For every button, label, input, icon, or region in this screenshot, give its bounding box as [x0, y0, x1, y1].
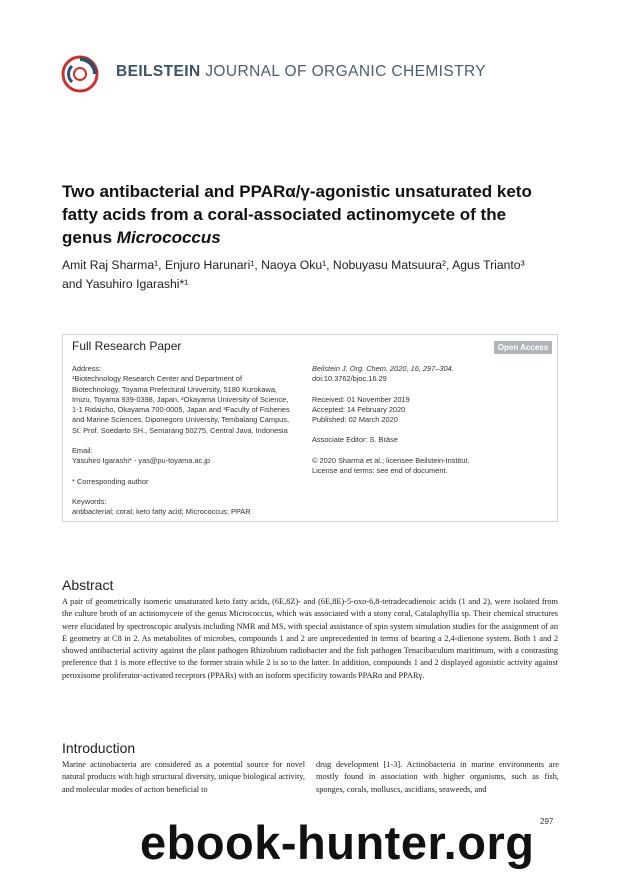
- info-left-column: [72, 364, 292, 518]
- copyright: © 2020 Sharma et al.; licensee Beilstein-Institut.: [312, 455, 470, 465]
- info-right-column: [312, 364, 544, 476]
- keywords-text: antibacterial; coral; keto fatty acid; Micrococcus; PPAR: [72, 507, 251, 517]
- article-title: [62, 180, 562, 249]
- corresponding-author-note: * Corresponding author: [72, 476, 149, 486]
- beilstein-logo-icon: [60, 54, 100, 94]
- title-line-2: fatty acids from a coral-associated actinomycete of the: [62, 205, 507, 224]
- doi[interactable]: doi:10.3762/bjoc.16.29: [312, 374, 387, 384]
- introduction-heading: Introduction: [62, 740, 136, 756]
- journal-name: [116, 63, 486, 81]
- title-genus-prefix: genus: [62, 228, 117, 247]
- address-text: ¹Biotechnology Research Center and Department of Biotechnology, Toyama Prefectural University, 5180 Kurokawa, Imizu, Toyama 939-0398, Japan, ²Okayama University of Science, 1-1 Ridaicho, Okayama 700-0005, Japan and ³Faculty of Fisheries and Marine Sciences, Diponegoro University, Tembalang Campus, St. Prof. Soedarto SH., Semarang 50275, Central Java, Indonesia: [72, 374, 290, 435]
- address-label: Address:: [72, 364, 102, 373]
- introduction-right-column: drug development [1-3]. Actinobacteria in marine environments are mostly found in association with higher organisms, such as fish, sponges, corals, molluscs, ascidians, seaweeds, and: [316, 760, 559, 794]
- accepted-date: Accepted: 14 February 2020: [312, 404, 406, 414]
- journal-name-bold: BEILSTEIN: [116, 63, 201, 80]
- title-line-3: [62, 226, 562, 249]
- abstract-heading: Abstract: [62, 577, 114, 593]
- email-label: Email:: [72, 446, 93, 456]
- authors-line-1: Amit Raj Sharma¹, Enjuro Harunari¹, Naoya Oku¹, Nobuyasu Matsuura², Agus Trianto³: [62, 258, 525, 272]
- associate-editor: Associate Editor: S. Bräse: [312, 435, 398, 445]
- license-link[interactable]: License and terms: see end of document.: [312, 466, 448, 476]
- published-date: Published: 02 March 2020: [312, 415, 398, 425]
- introduction-left-column: Marine actinobacteria are considered as a potential source for novel natural products with high structural diversity, unique biological activity, and molecular modes of action beneficial to: [62, 760, 305, 794]
- received-date: Received: 01 November 2019: [312, 394, 410, 404]
- keywords-label: Keywords:: [72, 496, 107, 506]
- journal-name-rest: JOURNAL OF ORGANIC CHEMISTRY: [205, 63, 487, 80]
- title-line-1: Two antibacterial and PPARα/γ-agonistic unsaturated keto: [62, 182, 532, 201]
- article-type-heading: Full Research Paper: [72, 339, 182, 353]
- author-list: [62, 256, 562, 294]
- watermark: ebook-hunter.org: [140, 816, 535, 869]
- page-number: 297: [540, 817, 554, 826]
- authors-line-2: and Yasuhiro Igarashi*¹: [62, 277, 189, 291]
- email-text[interactable]: Yasuhiro Igarashi* - yas@pu-toyama.ac.jp: [72, 456, 210, 466]
- citation: Beilstein J. Org. Chem. 2020, 16, 297–304.: [312, 364, 454, 373]
- open-access-badge: Open Access: [494, 341, 552, 354]
- abstract-text: A pair of geometrically isomeric unsaturated keto fatty acids, (6E,8Z)- and (6E,8E)-5-oxo-6,8-tetradecadienoic acids (1 and 2), were isolated from the culture broth of an actinomycete of the genus Micrococcus, which was associated with a stony coral, Catalaphyllia sp. Their chemical structures were elucidated by spectroscopic analysis including NMR and MS, with special assistance of spin system simulation studies for the assignment of an E geometry at C8 in 2. As metabolites of microbes, compounds 1 and 2 are unprecedented in terms of bearing a 2,4-dienone system. Both 1 and 2 showed antibacterial activity against the plant pathogen Rhizobium radiobacter and the fish pathogen Tenacibaculum maritimum, with a contrasting preference that 1 is more effective to the former strain while 2 is so to the latter. In addition, compounds 1 and 2 displayed agonistic activity against peroxisome proliferator-activated receptors (PPARs) with an isoform specificity towards PPARα and PPARγ.: [62, 597, 558, 680]
- title-genus: Micrococcus: [116, 228, 221, 247]
